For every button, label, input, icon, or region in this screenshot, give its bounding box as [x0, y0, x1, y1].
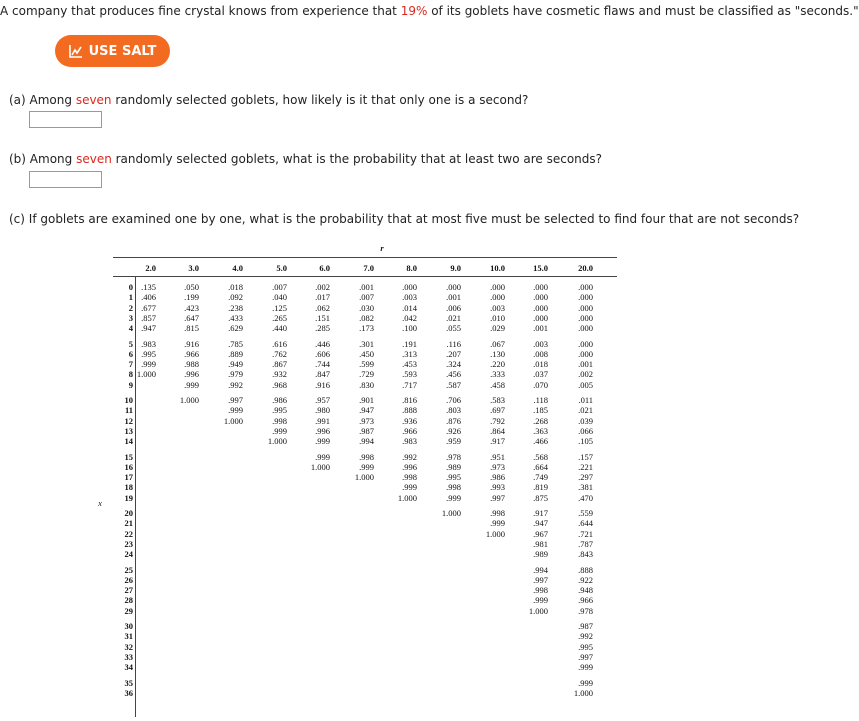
row-label: 30 [124, 621, 133, 631]
table-cell: .062 [315, 302, 330, 313]
table-cell: .983 [402, 436, 417, 447]
flaw-percent: 19% [400, 4, 428, 18]
table-cell: .987 [359, 425, 374, 436]
table-cell: .792 [490, 415, 505, 426]
table-cell: .191 [402, 338, 417, 349]
row-label: 5 [128, 338, 133, 349]
table-cell: .979 [228, 369, 243, 380]
row-label: 34 [124, 662, 133, 673]
question-c-text: (c) If goblets are examined one by one, what is the probability that at most five must be selected to find four that are not seconds? [9, 212, 800, 226]
table-cell: .957 [315, 395, 330, 405]
table-cell: .125 [272, 302, 287, 313]
table-cell: 1.000 [397, 492, 417, 503]
table-cell: .981 [533, 538, 548, 549]
table-cell: .998 [533, 585, 548, 596]
table-cell: .762 [272, 348, 287, 359]
table-cell: .000 [402, 282, 417, 292]
row-label: 9 [128, 379, 133, 390]
table-cell: .017 [315, 292, 330, 303]
table-cell: .092 [228, 292, 243, 303]
table-cell: .986 [490, 472, 505, 483]
table-cell: .285 [315, 323, 330, 334]
table-cell: .959 [446, 436, 461, 447]
row-label: 1 [128, 292, 133, 303]
table-cell: .105 [578, 436, 593, 447]
table-cell: 1.000 [267, 436, 287, 447]
table-cell: .744 [315, 359, 330, 370]
table-cell: .007 [272, 282, 287, 292]
row-label: 25 [124, 564, 133, 575]
table-cell: .423 [184, 302, 199, 313]
table-cell: .847 [315, 369, 330, 380]
row-label: 26 [124, 574, 133, 585]
table-cell: .986 [272, 395, 287, 405]
table-cell: .843 [578, 549, 593, 560]
table-cell: .021 [446, 312, 461, 323]
row-variable-label: x [98, 498, 102, 508]
row-label: 20 [124, 508, 133, 518]
col-variable-label: r [380, 243, 384, 253]
table-cell: .011 [578, 395, 593, 405]
table-cell: .001 [446, 292, 461, 303]
table-cell: .000 [533, 282, 548, 292]
table-cell: .901 [359, 395, 374, 405]
table-cell: .005 [578, 379, 593, 390]
table-cell: .055 [446, 323, 461, 334]
row-label: 27 [124, 585, 133, 596]
table-cell: .998 [402, 472, 417, 483]
table-cell: .888 [402, 405, 417, 416]
question-a-prefix: (a) Among [9, 93, 76, 107]
table-cell: .100 [402, 323, 417, 334]
table-cell: .978 [446, 451, 461, 462]
table-cell: .999 [315, 436, 330, 447]
table-cell: .995 [578, 641, 593, 652]
table-cell: .677 [141, 302, 156, 313]
table-cell: .000 [578, 348, 593, 359]
table-cell: .995 [141, 348, 156, 359]
table-cell: .992 [402, 451, 417, 462]
table-cell: .221 [578, 461, 593, 472]
table-cell: .039 [578, 415, 593, 426]
table-cell: .973 [359, 415, 374, 426]
table-cell: .616 [272, 338, 287, 349]
table-cell: .966 [578, 595, 593, 606]
row-label: 7 [128, 359, 133, 370]
table-cell: .000 [446, 282, 461, 292]
table-cell: .116 [446, 338, 461, 349]
chart-icon [69, 44, 83, 58]
question-b-text: randomly selected goblets, what is the probability that at least two are seconds? [111, 152, 603, 166]
table-cell: 1.000 [310, 461, 330, 472]
table-cell: .875 [533, 492, 548, 503]
table-cell: .082 [359, 312, 374, 323]
table-cell: .721 [578, 528, 593, 539]
row-label: 10 [124, 395, 133, 405]
table-cell: .030 [359, 302, 374, 313]
table-cell: .999 [228, 405, 243, 416]
table-cell: .458 [490, 379, 505, 390]
table-cell: .002 [315, 282, 330, 292]
table-cell: .000 [533, 292, 548, 303]
table-cell: .864 [490, 425, 505, 436]
table-cell: 1.000 [485, 528, 505, 539]
table-cell: 1.000 [223, 415, 243, 426]
table-cell: .265 [272, 312, 287, 323]
table-cell: .007 [359, 292, 374, 303]
table-cell: .199 [184, 292, 199, 303]
table-cell: .785 [228, 338, 243, 349]
table-cell: .000 [578, 282, 593, 292]
table-cell: .599 [359, 359, 374, 370]
table-cell: .037 [533, 369, 548, 380]
table-cell: .999 [402, 482, 417, 493]
column-header: 20.0 [578, 263, 593, 273]
table-cell: .999 [578, 677, 593, 688]
table-cell: .238 [228, 302, 243, 313]
table-cell: .456 [446, 369, 461, 380]
row-label: 0 [128, 282, 133, 292]
table-cell: 1.000 [528, 605, 548, 616]
table-cell: .583 [490, 395, 505, 405]
table-cell: .151 [315, 312, 330, 323]
table-cell: .014 [402, 302, 417, 313]
table-cell: .803 [446, 405, 461, 416]
table-cell: .629 [228, 323, 243, 334]
row-label: 32 [124, 641, 133, 652]
table-cell: .717 [402, 379, 417, 390]
table-cell: .406 [141, 292, 156, 303]
row-label: 22 [124, 528, 133, 539]
table-cell: .830 [359, 379, 374, 390]
table-cell: .466 [533, 436, 548, 447]
table-cell: .453 [402, 359, 417, 370]
table-cell: .819 [533, 482, 548, 493]
table-cell: .996 [315, 425, 330, 436]
header-rule-top [113, 257, 617, 258]
table-cell: .559 [578, 508, 593, 518]
question-a-count: seven [75, 93, 112, 107]
table-cell: .008 [533, 348, 548, 359]
table-cell: .999 [490, 518, 505, 529]
table-cell: .000 [578, 302, 593, 313]
table-cell: .003 [402, 292, 417, 303]
row-label: 31 [124, 631, 133, 642]
table-cell: .207 [446, 348, 461, 359]
row-label: 18 [124, 482, 133, 493]
table-cell: .003 [490, 302, 505, 313]
table-cell: .857 [141, 312, 156, 323]
problem-statement [0, 3, 859, 19]
row-label: 16 [124, 461, 133, 472]
table-cell: .040 [272, 292, 287, 303]
row-label: 15 [124, 451, 133, 462]
table-cell: 1.000 [573, 687, 593, 698]
table-cell: .018 [533, 359, 548, 370]
table-cell: .916 [315, 379, 330, 390]
table-cell: .916 [184, 338, 199, 349]
table-cell: .998 [446, 482, 461, 493]
table-cell: .988 [184, 359, 199, 370]
table-cell: .664 [533, 461, 548, 472]
table-cell: .000 [490, 282, 505, 292]
table-cell: .157 [578, 451, 593, 462]
table-cell: .185 [533, 405, 548, 416]
table-cell: .999 [446, 492, 461, 503]
question-b [9, 151, 602, 167]
table-cell: .815 [184, 323, 199, 334]
table-cell: .922 [578, 574, 593, 585]
column-header: 9.0 [450, 263, 461, 273]
table-cell: .042 [402, 312, 417, 323]
column-header: 2.0 [145, 263, 156, 273]
table-cell: .993 [490, 482, 505, 493]
table-cell: 1.000 [179, 395, 199, 405]
table-cell: .998 [359, 451, 374, 462]
table-cell: .001 [533, 323, 548, 334]
table-cell: .029 [490, 323, 505, 334]
question-a-text: randomly selected goblets, how likely is it that only one is a second? [111, 93, 529, 107]
table-cell: .000 [578, 338, 593, 349]
question-b-count: seven [76, 152, 112, 166]
row-label: 14 [124, 436, 133, 447]
row-label: 29 [124, 605, 133, 616]
table-cell: .446 [315, 338, 330, 349]
table-cell: .966 [184, 348, 199, 359]
row-label: 17 [124, 472, 133, 483]
table-cell: .917 [533, 508, 548, 518]
table-cell: .440 [272, 323, 287, 334]
table-cell: .001 [578, 359, 593, 370]
table-cell: .066 [578, 425, 593, 436]
table-cell: .363 [533, 425, 548, 436]
table-cell: .470 [578, 492, 593, 503]
table-cell: .997 [490, 492, 505, 503]
table-cell: .936 [402, 415, 417, 426]
table-cell: .973 [490, 461, 505, 472]
table-cell: .587 [446, 379, 461, 390]
table-cell: .050 [184, 282, 199, 292]
table-cell: .606 [315, 348, 330, 359]
table-cell: .991 [315, 415, 330, 426]
table-cell: .987 [578, 621, 593, 631]
use-salt-button[interactable] [55, 35, 170, 67]
table-cell: .947 [359, 405, 374, 416]
table-cell: .994 [533, 564, 548, 575]
row-label: 24 [124, 549, 133, 560]
table-cell: .706 [446, 395, 461, 405]
table-cell: .333 [490, 369, 505, 380]
table-cell: .003 [533, 338, 548, 349]
table-cell: .996 [184, 369, 199, 380]
table-cell: .889 [228, 348, 243, 359]
table-cell: .313 [402, 348, 417, 359]
table-cell: .324 [446, 359, 461, 370]
row-label: 28 [124, 595, 133, 606]
table-cell: .983 [141, 338, 156, 349]
table-cell: .010 [490, 312, 505, 323]
table-cell: .951 [490, 451, 505, 462]
table-cell: .070 [533, 379, 548, 390]
table-cell: .173 [359, 323, 374, 334]
table-cell: .999 [184, 379, 199, 390]
table-cell: .999 [315, 451, 330, 462]
table-cell: .992 [228, 379, 243, 390]
row-label: 3 [128, 312, 133, 323]
row-label: 36 [124, 687, 133, 698]
table-cell: .926 [446, 425, 461, 436]
table-cell: .967 [533, 528, 548, 539]
table-cell: .997 [533, 574, 548, 585]
table-cell: .268 [533, 415, 548, 426]
row-label: 11 [124, 405, 133, 416]
table-cell: .999 [141, 359, 156, 370]
table-cell: .980 [315, 405, 330, 416]
table-cell: .876 [446, 415, 461, 426]
column-header: 3.0 [188, 263, 199, 273]
table-cell: .297 [578, 472, 593, 483]
table-cell: .998 [490, 508, 505, 518]
table-cell: .001 [359, 282, 374, 292]
question-a [9, 92, 528, 108]
table-cell: .000 [533, 302, 548, 313]
table-cell: .000 [578, 312, 593, 323]
table-cell: .135 [141, 282, 156, 292]
table-cell: .381 [578, 482, 593, 493]
table-cell: .999 [359, 461, 374, 472]
table-cell: 1.000 [441, 508, 461, 518]
table-cell: .067 [490, 338, 505, 349]
table-cell: .006 [446, 302, 461, 313]
table-cell: .978 [578, 605, 593, 616]
table-cell: .997 [228, 395, 243, 405]
table-cell: .301 [359, 338, 374, 349]
column-header: 10.0 [490, 263, 505, 273]
row-label: 21 [124, 518, 133, 529]
row-label: 23 [124, 538, 133, 549]
table-cell: .593 [402, 369, 417, 380]
table-cell: 1.000 [354, 472, 374, 483]
table-cell: .220 [490, 359, 505, 370]
table-cell: .932 [272, 369, 287, 380]
column-header: 4.0 [232, 263, 243, 273]
table-cell: .729 [359, 369, 374, 380]
column-header: 15.0 [533, 263, 548, 273]
table-cell: .000 [490, 292, 505, 303]
use-salt-label: USE SALT [88, 43, 157, 59]
row-label: 6 [128, 348, 133, 359]
table-cell: .968 [272, 379, 287, 390]
table-cell: .947 [533, 518, 548, 529]
row-label: 13 [124, 425, 133, 436]
row-label: 19 [124, 492, 133, 503]
table-cell: .000 [578, 292, 593, 303]
row-label: 12 [124, 415, 133, 426]
row-label: 35 [124, 677, 133, 688]
table-cell: .816 [402, 395, 417, 405]
table-cell: .948 [578, 585, 593, 596]
table-cell: .995 [272, 405, 287, 416]
table-cell: .433 [228, 312, 243, 323]
column-header: 7.0 [363, 263, 374, 273]
row-label: 2 [128, 302, 133, 313]
table-cell: .000 [533, 312, 548, 323]
table-cell: .999 [533, 595, 548, 606]
table-cell: .450 [359, 348, 374, 359]
column-header: 8.0 [406, 263, 417, 273]
table-cell: .697 [490, 405, 505, 416]
table-cell: .644 [578, 518, 593, 529]
header-rule-bottom [113, 276, 617, 277]
row-label: 33 [124, 651, 133, 662]
table-cell: .966 [402, 425, 417, 436]
table-cell: .867 [272, 359, 287, 370]
question-c [9, 211, 799, 227]
table-cell: .917 [490, 436, 505, 447]
table-cell: .994 [359, 436, 374, 447]
intro-text-end: of its goblets have cosmetic flaws and must be classified as "seconds." [427, 4, 859, 18]
poisson-cdf-table [97, 243, 617, 721]
table-cell: .998 [272, 415, 287, 426]
table-cell: .000 [578, 323, 593, 334]
table-cell: .888 [578, 564, 593, 575]
question-b-prefix: (b) Among [9, 152, 77, 166]
answer-a-input[interactable] [29, 111, 102, 128]
table-cell: .999 [272, 425, 287, 436]
table-cell: .999 [578, 662, 593, 673]
table-cell: .749 [533, 472, 548, 483]
row-label: 8 [128, 369, 133, 380]
table-cell: .118 [533, 395, 548, 405]
table-cell: .947 [141, 323, 156, 334]
table-cell: .995 [446, 472, 461, 483]
table-cell: .018 [228, 282, 243, 292]
table-cell: .989 [533, 549, 548, 560]
answer-b-input[interactable] [29, 171, 102, 188]
table-cell: 1.000 [136, 369, 156, 380]
table-cell: .989 [446, 461, 461, 472]
intro-text: A company that produces fine crystal knows from experience that [0, 4, 401, 18]
column-header: 5.0 [276, 263, 287, 273]
table-cell: .996 [402, 461, 417, 472]
table-cell: .130 [490, 348, 505, 359]
table-cell: .647 [184, 312, 199, 323]
table-cell: .992 [578, 631, 593, 642]
column-header: 6.0 [319, 263, 330, 273]
table-cell: .787 [578, 538, 593, 549]
table-cell: .949 [228, 359, 243, 370]
row-label: 4 [128, 323, 133, 334]
table-cell: .021 [578, 405, 593, 416]
table-cell: .002 [578, 369, 593, 380]
table-cell: .997 [578, 651, 593, 662]
table-cell: .568 [533, 451, 548, 462]
